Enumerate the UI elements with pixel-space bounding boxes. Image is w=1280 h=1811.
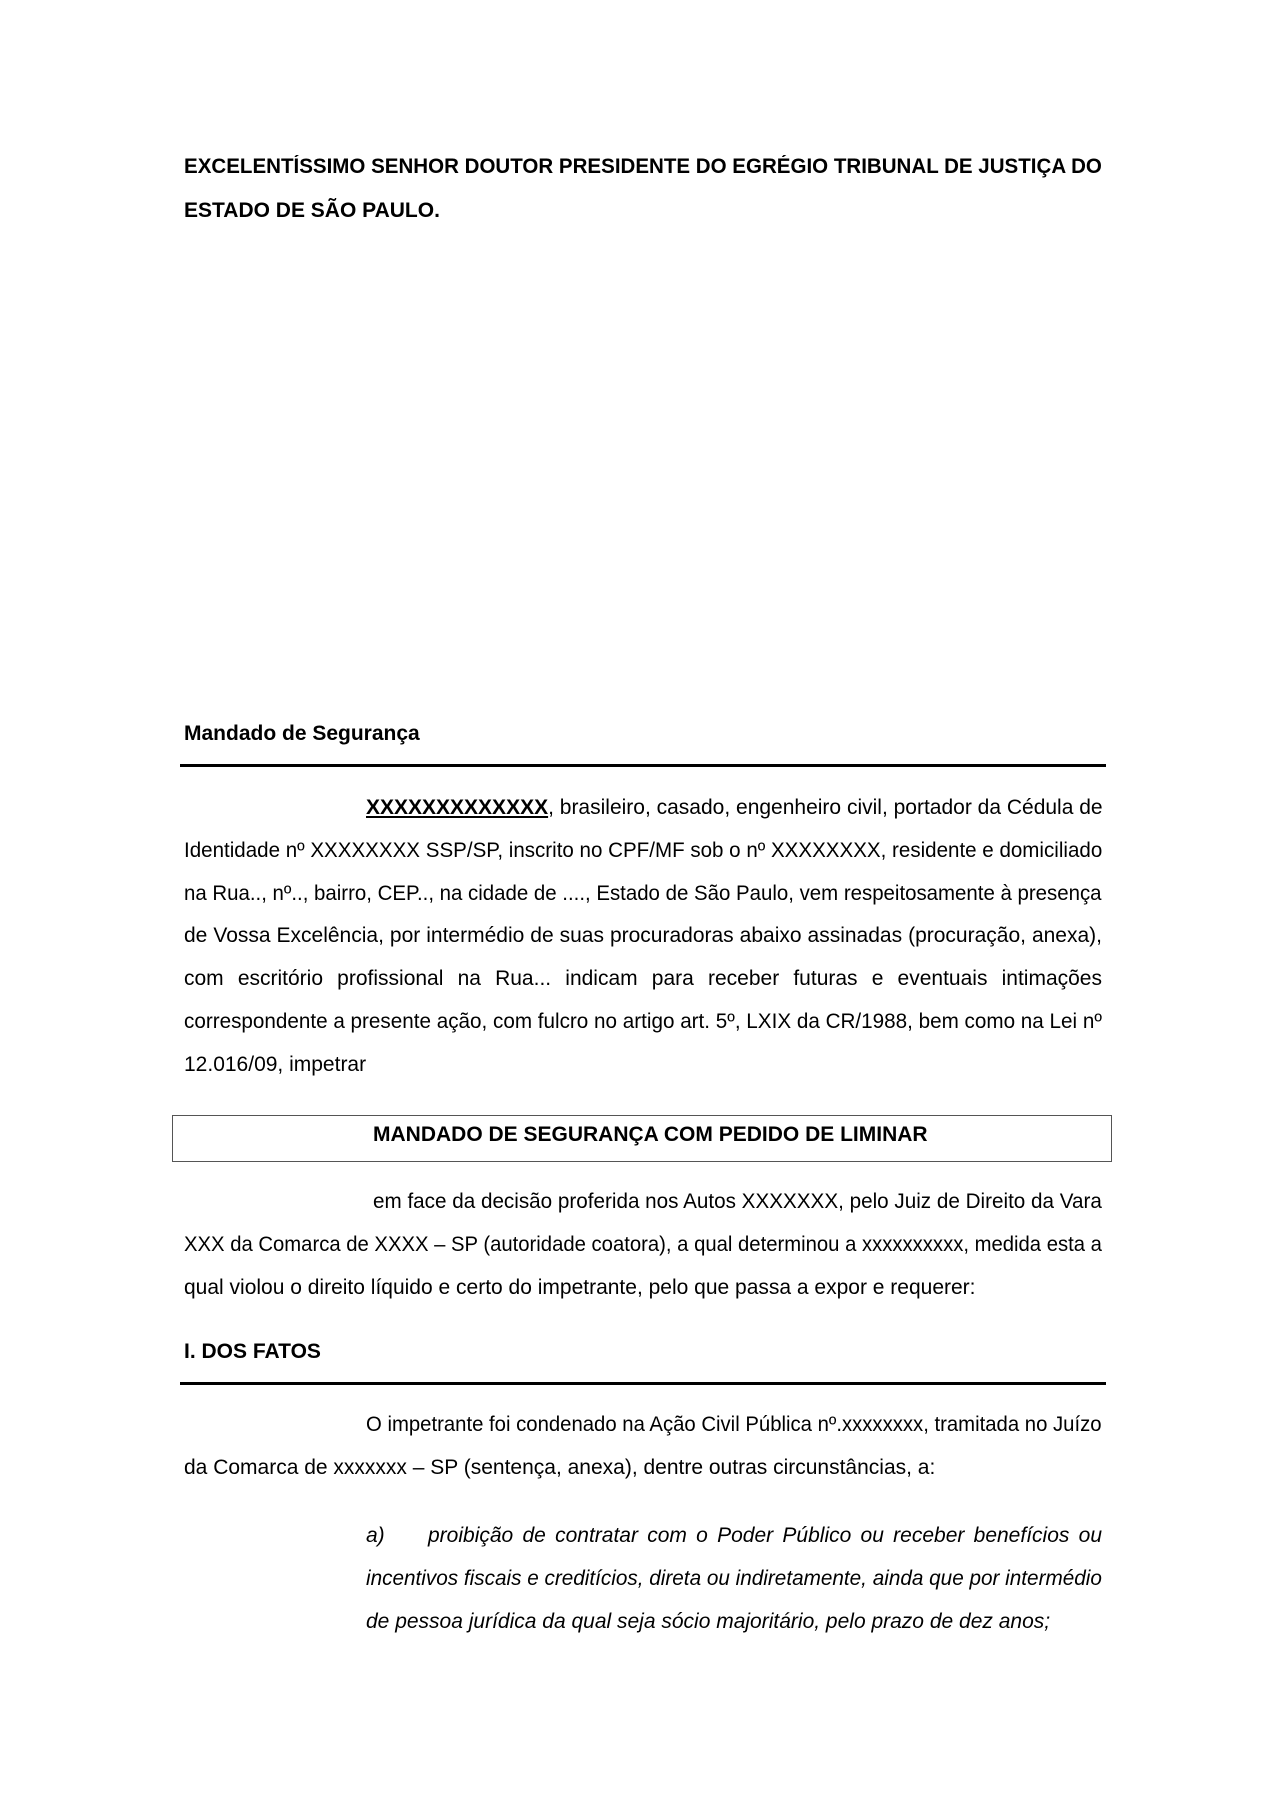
- facts-line-1: O impetrante foi condenado na Ação Civil Pública nº.xxxxxxxx, tramitada no Juízo: [366, 1413, 1102, 1436]
- against-line-2: XXX da Comarca de XXXX – SP (autoridade coatora), a qual determinou a xxxxxxxxxx, medida esta a: [184, 1233, 1102, 1256]
- action-title: MANDADO DE SEGURANÇA COM PEDIDO DE LIMINAR: [373, 1123, 928, 1146]
- qualification-line-3: na Rua.., nº.., bairro, CEP.., na cidade de ...., Estado de São Paulo, vem respeitosamente à presença: [184, 882, 1102, 905]
- section-divider: [180, 1382, 1106, 1385]
- section-title: I. DOS FATOS: [184, 1340, 321, 1363]
- subject-title: Mandado de Segurança: [184, 722, 420, 745]
- qualification-line-6: correspondente a presente ação, com fulcro no artigo art. 5º, LXIX da CR/1988, bem como na Lei nº: [184, 1010, 1102, 1033]
- against-line-3: qual violou o direito líquido e certo do impetrante, pelo que passa a expor e requerer:: [184, 1276, 976, 1299]
- qualification-line-4: de Vossa Excelência, por intermédio de suas procuradoras abaixo assinadas (procuração, anexa),: [184, 924, 1102, 947]
- qualification-line-2: Identidade nº XXXXXXXX SSP/SP, inscrito no CPF/MF sob o nº XXXXXXXX, residente e domiciliado: [184, 839, 1103, 862]
- qualification-line-7: 12.016/09, impetrar: [184, 1053, 367, 1076]
- facts-line-2: da Comarca de xxxxxxx – SP (sentença, anexa), dentre outras circunstâncias, a:: [184, 1456, 936, 1479]
- item-a-line-1: proibição de contratar com o Poder Público ou receber benefícios ou: [428, 1524, 1102, 1547]
- item-a-line-2: incentivos fiscais e creditícios, direta ou indiretamente, ainda que por intermédio: [366, 1567, 1102, 1590]
- against-line-1: em face da decisão proferida nos Autos XXXXXXX, pelo Juiz de Direito da Vara: [373, 1190, 1102, 1213]
- addressee-line-1: EXCELENTÍSSIMO SENHOR DOUTOR PRESIDENTE DO EGRÉGIO TRIBUNAL DE JUSTIÇA DO: [184, 155, 1102, 178]
- qualification-line-5: com escritório profissional na Rua... indicam para receber futuras e eventuais intimações: [184, 967, 1102, 990]
- qualification-line-1-text: , brasileiro, casado, engenheiro civil, portador da Cédula de: [548, 796, 1103, 819]
- item-a-marker: a): [366, 1524, 385, 1547]
- item-a-line-3: de pessoa jurídica da qual seja sócio majoritário, pelo prazo de dez anos;: [366, 1610, 1051, 1633]
- addressee-line-2: ESTADO DE SÃO PAULO.: [184, 199, 440, 222]
- party-name: XXXXXXXXXXXXX: [366, 796, 549, 819]
- qualification-line-1: [366, 794, 1102, 822]
- subject-divider: [180, 764, 1106, 767]
